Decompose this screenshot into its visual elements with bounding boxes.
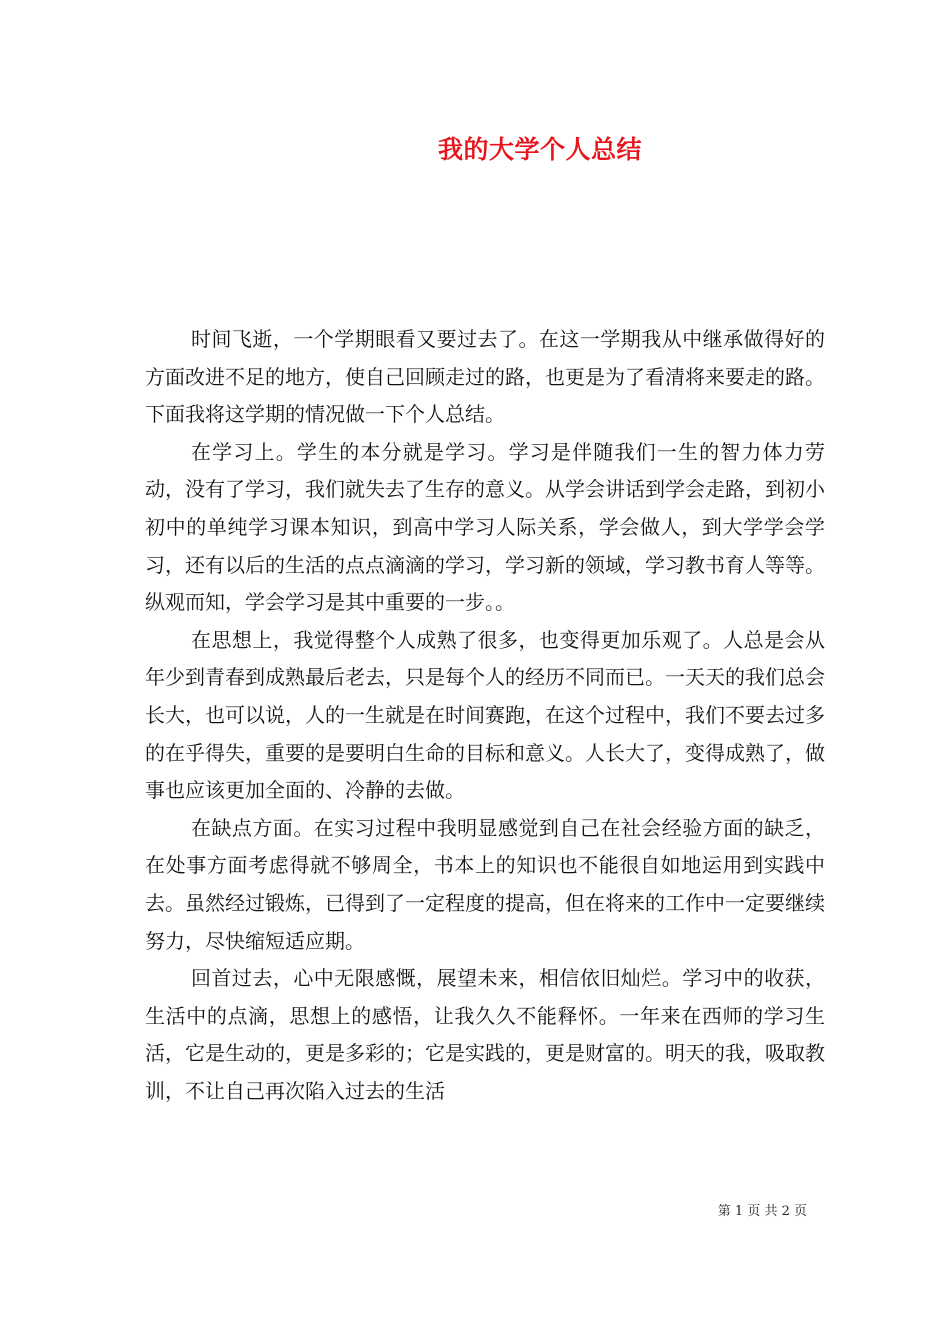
paragraph-thought: 在思想上，我觉得整个人成熟了很多，也变得更加乐观了。人总是会从年少到青春到成熟最后老去，只是每个人的经历不同而已。一天天的我们总会长大，也可以说，人的一生就是在时间赛跑，在这个过程中，我们不要去过多的在乎得失，重要的是要明白生命的目标和意义。人长大了，变得成熟了，做事也应该更加全面的、冷静的去做。 — [145, 627, 825, 803]
paragraph-intro: 时间飞逝，一个学期眼看又要过去了。在这一学期我从中继承做得好的方面改进不足的地方，使自己回顾走过的路，也更是为了看清将来要走的路。下面我将这学期的情况做一下个人总结。 — [145, 327, 825, 427]
document-body — [145, 321, 825, 1110]
page-title: 我的大学个人总结 — [437, 135, 642, 164]
page-number-footer: 第 1 页 共 2 页 — [717, 1204, 807, 1219]
paragraph-shortcomings: 在缺点方面。在实习过程中我明显感觉到自己在社会经验方面的缺乏，在处事方面考虑得就不够周全，书本上的知识也不能很自如地运用到实践中去。虽然经过锻炼，已得到了一定程度的提高，但在将来的工作中一定要继续努力，尽快缩短适应期。 — [145, 815, 825, 953]
paragraph-review: 回首过去，心中无限感慨，展望未来，相信依旧灿烂。学习中的收获，生活中的点滴，思想上的感悟，让我久久不能释怀。一年来在西师的学习生活，它是生动的，更是多彩的；它是实践的，更是财富的。明天的我，吸取教训，不让自己再次陷入过去的生活 — [145, 966, 825, 1103]
paragraph-study: 在学习上。学生的本分就是学习。学习是伴随我们一生的智力体力劳动，没有了学习，我们就失去了生存的意义。从学会讲话到学会走路，到初小初中的单纯学习课本知识，到高中学习人际关系，学会做人，到大学学会学习，还有以后的生活的点点滴滴的学习，学习新的领域，学习教书育人等等。纵观而知，学会学习是其中重要的一步。。 — [145, 439, 825, 615]
